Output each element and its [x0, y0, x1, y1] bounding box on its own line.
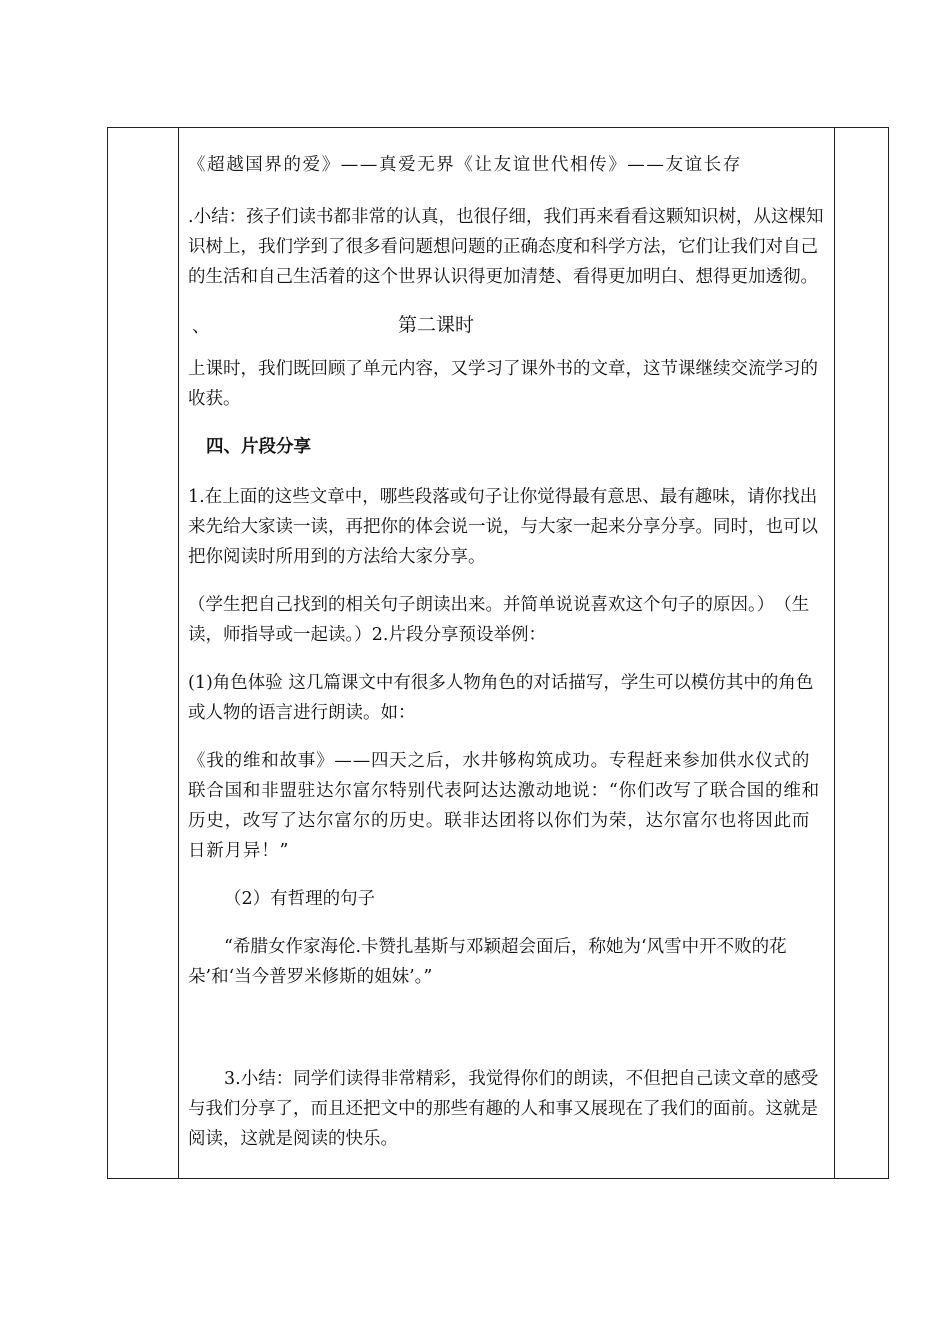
intro-paragraph: 上课时，我们既回顾了单元内容，又学习了课外书的文章，这节课继续交流学习的收获。	[188, 359, 818, 409]
summary-paragraph: .小结：孩子们读书都非常的认真，也很仔细，我们再来看看这颗知识树，从这棵知识树上，我们学到了很多看问题想问题的正确态度和科学方法，它们让我们对自己的生活和自己生活着的这个世界认识得更加清楚、看得更加明白、想得更加透彻。	[188, 207, 824, 287]
story-paragraph: 《我的维和故事》——四天之后，水井够构筑成功。专程赶来参加供水仪式的联合国和非盟驻达尔富尔特别代表阿达达激动地说：“你们改写了联合国的维和历史，改写了达尔富尔的历史。联非达团将以你们为荣，达尔富尔也将因此而日新月异！”	[188, 751, 820, 861]
role-paragraph: (1)角色体验 这几篇课文中有很多人物角色的对话描写，学生可以模仿其中的角色或人物的语言进行朗读。如：	[188, 673, 814, 723]
left-column-divider	[178, 128, 179, 1178]
quote-paragraph: “希腊女作家海伦.卡赞扎基斯与邓颖超会面后，称她为‘风雪中开不败的花朵’和‘当今普罗米修斯的姐妹’。”	[188, 937, 787, 987]
lesson-table	[107, 127, 889, 1179]
lesson-heading-row	[188, 310, 824, 340]
philosophy-heading: （2）有哲理的句子	[224, 889, 376, 909]
heading-comma: 、	[192, 317, 210, 337]
note-paragraph: （学生把自己找到的相关句子朗读出来。并简单说说喜欢这个句子的原因。） （生读，师指导或一起读。）2.片段分享预设举例：	[188, 595, 810, 645]
right-column-divider	[834, 128, 835, 1178]
section-heading: 四、片段分享	[206, 437, 311, 457]
item-one-paragraph: 1.在上面的这些文章中，哪些段落或句子让你觉得最有意思、最有趣味，请你找出来先给大家读一读，再把你的体会说一说，与大家一起来分享分享。同时，也可以把你阅读时所用到的方法给大家分享。	[188, 487, 818, 567]
closing-summary: 3.小结：同学们读得非常精彩，我觉得你们的朗读，不但把自己读文章的感受与我们分享了，而且还把文中的那些有趣的人和事又展现在了我们的面前。这就是阅读，这就是阅读的快乐。	[188, 1069, 819, 1149]
lead-line: 《超越国界的爱》——真爱无界《让友谊世代相传》——友谊长存	[188, 155, 742, 175]
lesson-content	[188, 150, 824, 1172]
lesson-title: 第二课时	[398, 314, 475, 336]
